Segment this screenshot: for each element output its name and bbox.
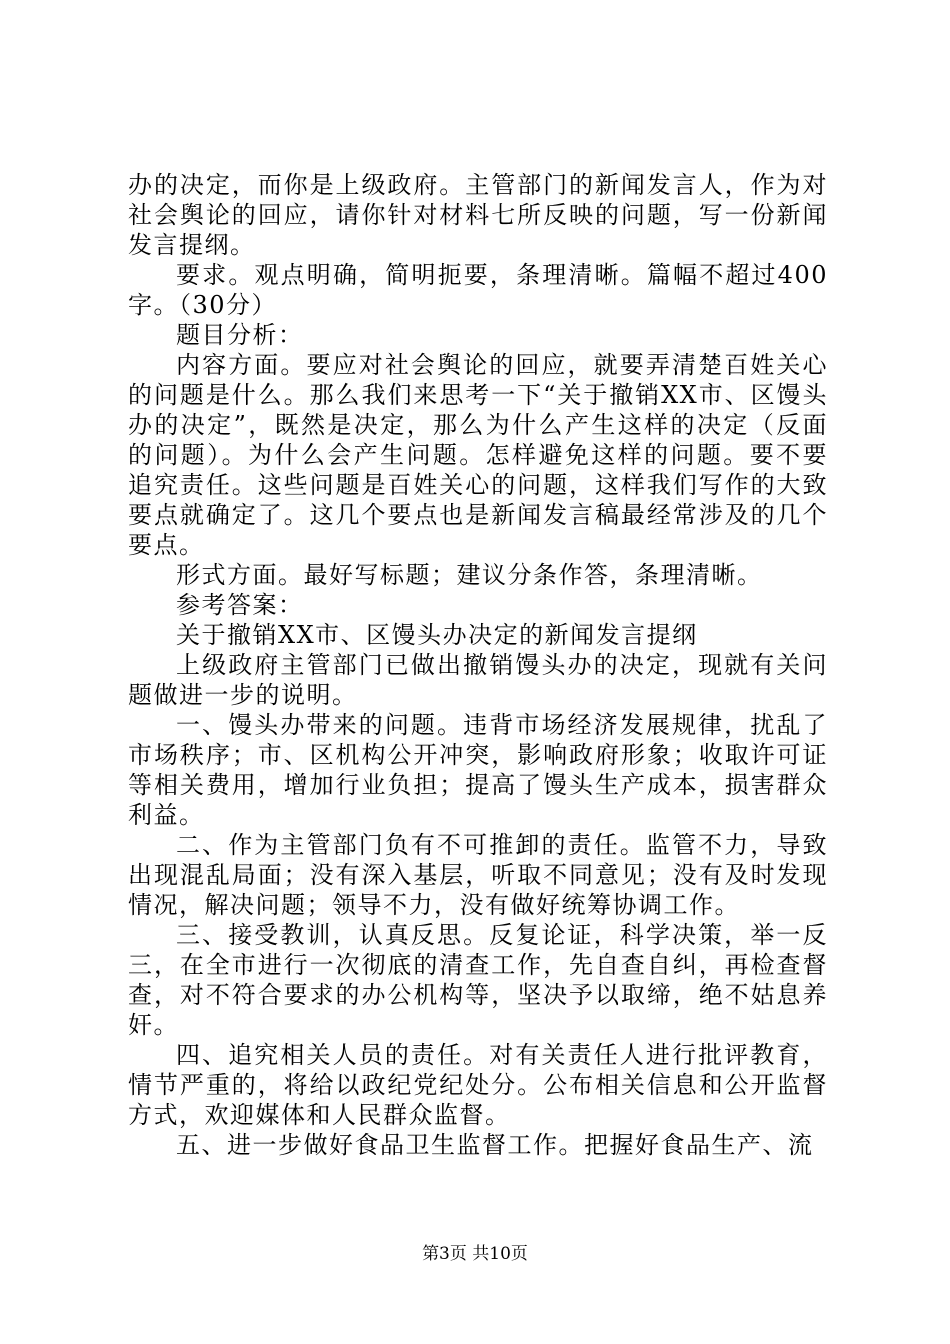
page-footer: 第3页 共10页 [422,1244,528,1264]
paragraph: 要求。观点明确，简明扼要，条理清晰。篇幅不超过400字。（30分） [128,261,828,319]
paragraph: 四、追究相关人员的责任。对有关责任人进行批评教育，情节严重的，将给以政纪党纪处分。公布相关信息和公开监督方式，欢迎媒体和人民群众监督。 [128,1041,828,1129]
paragraph: 关于撤销XX市、区馒头办决定的新闻发言提纲 [176,621,698,649]
paragraph: 形式方面。最好写标题；建议分条作答，条理清晰。 [176,561,763,589]
paragraph: 内容方面。要应对社会舆论的回应，就要弄清楚百姓关心的问题是什么。那么我们来思考一下“关于撤销XX市、区馒头办的决定”，既然是决定，那么为什么产生这样的决定（反面的问题）。为什么会产生问题。怎样避免这样的问题。要不要追究责任。这些问题是百姓关心的问题，这样我们写作的大致要点就确定了。这几个要点也是新闻发言稿最经常涉及的几个要点。 [128,351,828,559]
paragraph: 上级政府主管部门已做出撤销馒头办的决定，现就有关问题做进一步的说明。 [128,651,828,709]
paragraph: 二、作为主管部门负有不可推卸的责任。监管不力，导致出现混乱局面；没有深入基层，听取不同意见；没有及时发现情况，解决问题；领导不力，没有做好统筹协调工作。 [128,831,828,919]
paragraph: 办的决定，而你是上级政府。主管部门的新闻发言人，作为对社会舆论的回应，请你针对材料七所反映的问题，写一份新闻发言提纲。 [128,171,828,259]
paragraph: 三、接受教训，认真反思。反复论证，科学决策，举一反三，在全市进行一次彻底的清查工作，先自查自纠，再检查督查，对不符合要求的办公机构等，坚决予以取缔，绝不姑息养奸。 [128,921,828,1039]
document-body [128,170,828,1160]
paragraph: 参考答案： [176,591,304,619]
paragraph: 一、馒头办带来的问题。违背市场经济发展规律，扰乱了市场秩序；市、区机构公开冲突，影响政府形象；收取许可证等相关费用，增加行业负担；提高了馒头生产成本，损害群众利益。 [128,711,828,829]
paragraph: 题目分析： [176,321,304,349]
paragraph: 五、进一步做好食品卫生监督工作。把握好食品生产、流 [176,1131,814,1159]
